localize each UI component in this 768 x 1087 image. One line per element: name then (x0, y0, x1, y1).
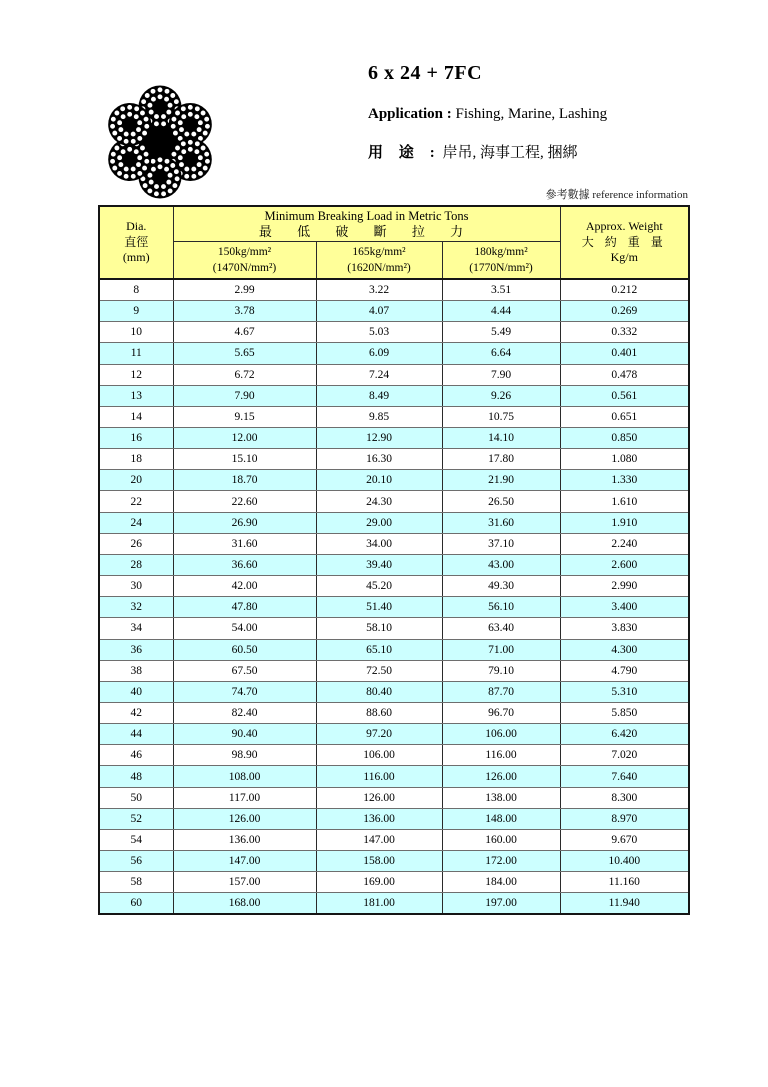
usage-line (368, 141, 578, 162)
load-150-cell: 67.50 (173, 660, 316, 681)
table-row (99, 301, 689, 322)
dia-cell: 34 (99, 618, 173, 639)
load-165-cell: 106.00 (316, 745, 442, 766)
load-165-cell: 45.20 (316, 576, 442, 597)
load-180-cell: 96.70 (442, 703, 560, 724)
load-150-cell: 98.90 (173, 745, 316, 766)
load-165-cell: 24.30 (316, 491, 442, 512)
load-150-cell: 117.00 (173, 787, 316, 808)
table-row (99, 470, 689, 491)
load-165-cell: 4.07 (316, 301, 442, 322)
load-165-cell: 8.49 (316, 385, 442, 406)
dia-cell: 16 (99, 427, 173, 448)
weight-label-cn: 大 約 重 量 (581, 234, 667, 249)
dia-cell: 54 (99, 829, 173, 850)
weight-cell: 0.478 (560, 364, 689, 385)
load-150-cell: 54.00 (173, 618, 316, 639)
dia-cell: 38 (99, 660, 173, 681)
dia-cell: 12 (99, 364, 173, 385)
dia-cell: 24 (99, 512, 173, 533)
load-150-cell: 22.60 (173, 491, 316, 512)
load-150-cell: 31.60 (173, 533, 316, 554)
weight-cell: 0.561 (560, 385, 689, 406)
load-150-cell: 9.15 (173, 406, 316, 427)
dia-cell: 44 (99, 724, 173, 745)
load-180-cell: 87.70 (442, 681, 560, 702)
dia-unit: (mm) (122, 250, 150, 265)
table-row (99, 893, 689, 914)
dia-cell: 28 (99, 554, 173, 575)
load-165-cell: 6.09 (316, 343, 442, 364)
table-row (99, 681, 689, 702)
grade-180-strength: 180kg/mm² (474, 246, 528, 259)
load-150-cell: 36.60 (173, 554, 316, 575)
dia-cell: 11 (99, 343, 173, 364)
load-180-cell: 126.00 (442, 766, 560, 787)
dia-cell: 9 (99, 301, 173, 322)
breaking-load-group-header (173, 206, 560, 241)
dia-cell: 8 (99, 279, 173, 300)
load-150-cell: 15.10 (173, 449, 316, 470)
load-165-cell: 9.85 (316, 406, 442, 427)
load-180-cell: 14.10 (442, 427, 560, 448)
table-row (99, 703, 689, 724)
load-165-cell: 29.00 (316, 512, 442, 533)
load-150-cell: 3.78 (173, 301, 316, 322)
breaking-load-label-en: Minimum Breaking Load in Metric Tons (264, 209, 469, 223)
weight-cell: 3.830 (560, 618, 689, 639)
breaking-load-table-body (99, 279, 689, 914)
breaking-load-label-cn: 最 低 破 斷 拉 力 (258, 224, 475, 239)
load-180-cell: 172.00 (442, 851, 560, 872)
load-150-cell: 90.40 (173, 724, 316, 745)
application-label: Application : (368, 106, 452, 122)
weight-cell: 9.670 (560, 829, 689, 850)
weight-cell: 3.400 (560, 597, 689, 618)
weight-cell: 4.790 (560, 660, 689, 681)
table-row (99, 385, 689, 406)
load-180-cell: 5.49 (442, 322, 560, 343)
load-165-cell: 126.00 (316, 787, 442, 808)
load-165-cell: 169.00 (316, 872, 442, 893)
table-row (99, 364, 689, 385)
weight-cell: 2.240 (560, 533, 689, 554)
load-180-cell: 9.26 (442, 385, 560, 406)
weight-cell: 11.940 (560, 893, 689, 914)
wire-rope-cross-section-icon (100, 82, 220, 202)
weight-cell: 2.990 (560, 576, 689, 597)
load-165-cell: 7.24 (316, 364, 442, 385)
weight-cell: 11.160 (560, 872, 689, 893)
table-row (99, 829, 689, 850)
load-165-cell: 80.40 (316, 681, 442, 702)
table-row (99, 554, 689, 575)
dia-cell: 18 (99, 449, 173, 470)
table-row (99, 660, 689, 681)
dia-cell: 52 (99, 808, 173, 829)
load-165-cell: 16.30 (316, 449, 442, 470)
load-180-cell: 184.00 (442, 872, 560, 893)
grade-150-newton: (1470N/mm²) (212, 262, 277, 275)
load-165-cell: 158.00 (316, 851, 442, 872)
load-180-cell: 148.00 (442, 808, 560, 829)
load-150-cell: 26.90 (173, 512, 316, 533)
table-row (99, 639, 689, 660)
table-header (99, 206, 689, 279)
table-row (99, 491, 689, 512)
dia-cell: 40 (99, 681, 173, 702)
weight-cell: 0.332 (560, 322, 689, 343)
load-165-cell: 88.60 (316, 703, 442, 724)
grade-165-newton: (1620N/mm²) (347, 262, 411, 275)
load-150-cell: 6.72 (173, 364, 316, 385)
product-title: 6 x 24 + 7FC (368, 62, 483, 84)
table-row (99, 618, 689, 639)
load-180-cell: 116.00 (442, 745, 560, 766)
dia-cell: 60 (99, 893, 173, 914)
weight-cell: 6.420 (560, 724, 689, 745)
load-150-cell: 147.00 (173, 851, 316, 872)
dia-cell: 36 (99, 639, 173, 660)
application-line (368, 106, 607, 123)
weight-cell: 10.400 (560, 851, 689, 872)
dia-cell: 48 (99, 766, 173, 787)
reference-note-cn: 參考數據 (545, 189, 590, 201)
load-150-cell: 42.00 (173, 576, 316, 597)
dia-cell: 56 (99, 851, 173, 872)
dia-cell: 50 (99, 787, 173, 808)
load-180-cell: 10.75 (442, 406, 560, 427)
dia-cell: 22 (99, 491, 173, 512)
weight-cell: 7.640 (560, 766, 689, 787)
weight-cell: 0.651 (560, 406, 689, 427)
load-180-cell: 160.00 (442, 829, 560, 850)
load-165-cell: 136.00 (316, 808, 442, 829)
load-180-cell: 106.00 (442, 724, 560, 745)
dia-cell: 46 (99, 745, 173, 766)
reference-note-en: reference information (592, 189, 688, 201)
breaking-load-table (98, 205, 690, 915)
load-180-cell: 21.90 (442, 470, 560, 491)
load-165-cell: 58.10 (316, 618, 442, 639)
grade-150-header (173, 241, 316, 279)
dia-cell: 20 (99, 470, 173, 491)
load-180-cell: 197.00 (442, 893, 560, 914)
load-150-cell: 74.70 (173, 681, 316, 702)
dia-label-en: Dia. (126, 219, 147, 234)
grade-165-strength: 165kg/mm² (352, 246, 406, 259)
load-180-cell: 79.10 (442, 660, 560, 681)
table-row (99, 808, 689, 829)
load-150-cell: 157.00 (173, 872, 316, 893)
load-150-cell: 108.00 (173, 766, 316, 787)
load-165-cell: 12.90 (316, 427, 442, 448)
load-180-cell: 63.40 (442, 618, 560, 639)
dia-cell: 13 (99, 385, 173, 406)
weight-cell: 1.330 (560, 470, 689, 491)
table-row (99, 787, 689, 808)
dia-cell: 30 (99, 576, 173, 597)
load-165-cell: 65.10 (316, 639, 442, 660)
table-row (99, 512, 689, 533)
application-value: Fishing, Marine, Lashing (455, 106, 608, 122)
weight-cell: 8.300 (560, 787, 689, 808)
load-165-cell: 34.00 (316, 533, 442, 554)
dia-cell: 58 (99, 872, 173, 893)
table-row (99, 279, 689, 300)
load-180-cell: 4.44 (442, 301, 560, 322)
load-165-cell: 181.00 (316, 893, 442, 914)
load-165-cell: 116.00 (316, 766, 442, 787)
load-150-cell: 4.67 (173, 322, 316, 343)
table-row (99, 576, 689, 597)
weight-label-en: Approx. Weight (585, 219, 663, 234)
table-row (99, 406, 689, 427)
dia-label-cn: 直徑 (124, 234, 149, 249)
grade-165-header (316, 241, 442, 279)
load-180-cell: 71.00 (442, 639, 560, 660)
table-row (99, 427, 689, 448)
weight-unit: Kg/m (610, 250, 638, 265)
load-165-cell: 147.00 (316, 829, 442, 850)
load-150-cell: 18.70 (173, 470, 316, 491)
weight-cell: 1.080 (560, 449, 689, 470)
load-150-cell: 7.90 (173, 385, 316, 406)
grade-180-header (442, 241, 560, 279)
table-row (99, 745, 689, 766)
weight-cell: 2.600 (560, 554, 689, 575)
load-165-cell: 3.22 (316, 279, 442, 300)
load-180-cell: 56.10 (442, 597, 560, 618)
table-row (99, 766, 689, 787)
weight-cell: 0.212 (560, 279, 689, 300)
load-180-cell: 37.10 (442, 533, 560, 554)
load-150-cell: 2.99 (173, 279, 316, 300)
weight-cell: 7.020 (560, 745, 689, 766)
load-165-cell: 72.50 (316, 660, 442, 681)
load-165-cell: 5.03 (316, 322, 442, 343)
weight-cell: 1.610 (560, 491, 689, 512)
load-150-cell: 168.00 (173, 893, 316, 914)
weight-cell: 5.850 (560, 703, 689, 724)
table-row (99, 597, 689, 618)
weight-cell: 5.310 (560, 681, 689, 702)
weight-cell: 4.300 (560, 639, 689, 660)
load-150-cell: 12.00 (173, 427, 316, 448)
weight-cell: 0.850 (560, 427, 689, 448)
load-180-cell: 6.64 (442, 343, 560, 364)
load-150-cell: 82.40 (173, 703, 316, 724)
grade-180-newton: (1770N/mm²) (469, 262, 533, 275)
reference-note (98, 186, 688, 202)
dia-cell: 26 (99, 533, 173, 554)
grade-150-strength: 150kg/mm² (217, 246, 272, 259)
load-165-cell: 51.40 (316, 597, 442, 618)
table-row (99, 533, 689, 554)
weight-column-header (560, 206, 689, 279)
usage-label: 用 途 (368, 145, 420, 161)
load-180-cell: 3.51 (442, 279, 560, 300)
load-180-cell: 43.00 (442, 554, 560, 575)
load-180-cell: 26.50 (442, 491, 560, 512)
table-row (99, 322, 689, 343)
table-row (99, 724, 689, 745)
load-150-cell: 47.80 (173, 597, 316, 618)
table-row (99, 851, 689, 872)
usage-colon: : (429, 145, 435, 161)
load-165-cell: 20.10 (316, 470, 442, 491)
usage-value: 岸吊, 海事工程, 捆綁 (442, 145, 578, 161)
weight-cell: 1.910 (560, 512, 689, 533)
diameter-column-header (99, 206, 173, 279)
load-150-cell: 5.65 (173, 343, 316, 364)
weight-cell: 0.269 (560, 301, 689, 322)
load-165-cell: 39.40 (316, 554, 442, 575)
load-150-cell: 136.00 (173, 829, 316, 850)
table-row (99, 343, 689, 364)
dia-cell: 32 (99, 597, 173, 618)
load-150-cell: 126.00 (173, 808, 316, 829)
load-180-cell: 49.30 (442, 576, 560, 597)
load-165-cell: 97.20 (316, 724, 442, 745)
load-180-cell: 31.60 (442, 512, 560, 533)
dia-cell: 42 (99, 703, 173, 724)
table-row (99, 449, 689, 470)
load-150-cell: 60.50 (173, 639, 316, 660)
dia-cell: 10 (99, 322, 173, 343)
weight-cell: 8.970 (560, 808, 689, 829)
load-180-cell: 7.90 (442, 364, 560, 385)
dia-cell: 14 (99, 406, 173, 427)
weight-cell: 0.401 (560, 343, 689, 364)
load-180-cell: 17.80 (442, 449, 560, 470)
table-row (99, 872, 689, 893)
load-180-cell: 138.00 (442, 787, 560, 808)
